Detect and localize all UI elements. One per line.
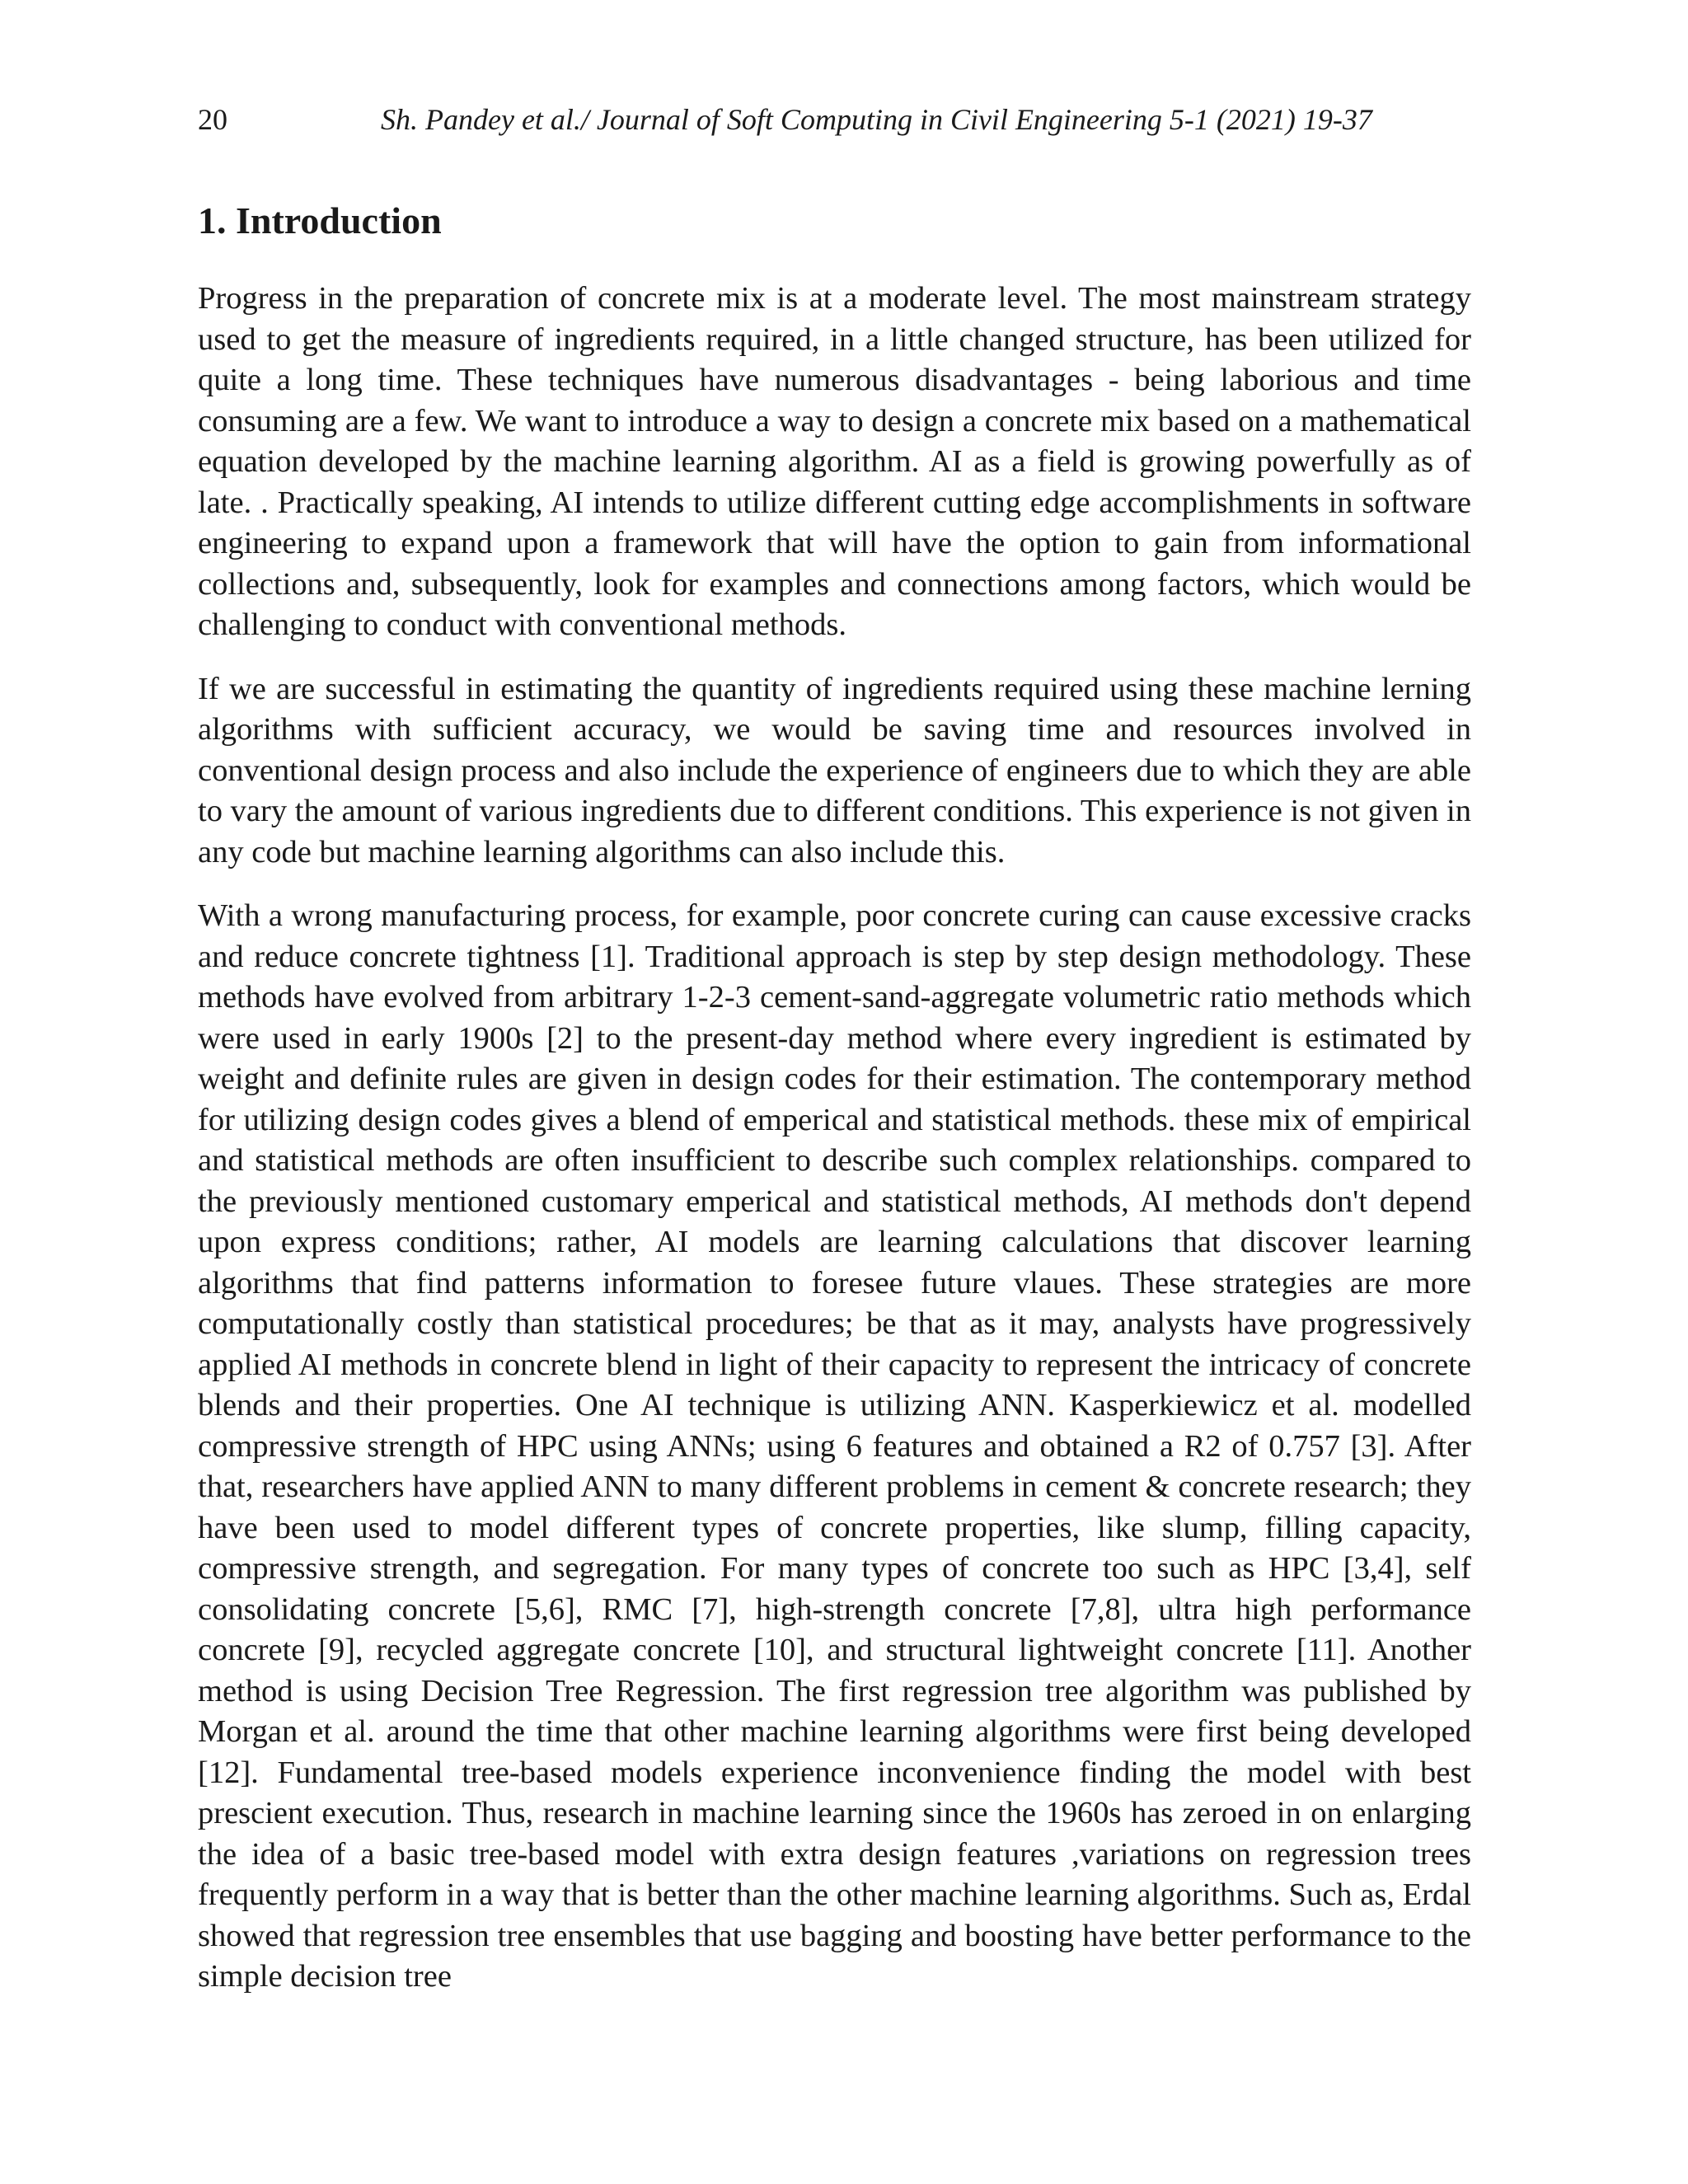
section-title: 1. Introduction: [198, 199, 442, 241]
paragraph-3: With a wrong manufacturing process, for example, poor concrete curing can cause excessive cracks and reduce concrete tightness [1]. Traditional approach is step by step design methodology. These methods have evolved from arbitrary 1-2-3 cement-sand-aggregate volumetric ratio methods which were used in early 1900s [2] to the present-day method where every ingredient is estimated by weight and definite rules are given in design codes for their estimation. The contemporary method for utilizing design codes gives a blend of emperical and statistical methods. these mix of empirical and statistical methods are often insufficient to describe such complex relationships. compared to the previously mentioned customary emperical and statistical methods, AI methods don't depend upon express conditions; rather, AI models are learning calculations that discover learning algorithms that find patterns information to foresee future vlaues. These strategies are more computationally costly than statistical procedures; be that as it may, analysts have progressively applied AI methods in concrete blend in light of their capacity to represent the intricacy of concrete blends and their properties. One AI technique is utilizing ANN. Kasperkiewicz et al. modelled compressive strength of HPC using ANNs; using 6 features and obtained a R2 of 0.757 [3]. After that, researchers have applied ANN to many different problems in cement & concrete research; they have been used to model different types of concrete properties, like slump, filling capacity, compressive strength, and segregation. For many types of concrete too such as HPC [3,4], self consolidating concrete [5,6], RMC [7], high-strength concrete [7,8], ultra high performance concrete [9], recycled aggregate concrete [10], and structural lightweight concrete [11]. Another method is using Decision Tree Regression. The first regression tree algorithm was published by Morgan et al. around the time that other machine learning algorithms were first being developed [12]. Fundamental tree-based models experience inconvenience finding the model with best prescient execution. Thus, research in machine learning since the 1960s has zeroed in on enlarging the idea of a basic tree-based model with extra design features ,variations on regression trees frequently perform in a way that is better than the other machine learning algorithms. Such as, Erdal showed that regression tree ensembles that use bagging and boosting have better performance to the simple decision tree: [198, 898, 1471, 1994]
body-text: [198, 279, 1471, 2021]
running-header: [198, 99, 1484, 140]
journal-reference: Sh. Pandey et al./ Journal of Soft Computing in Civil Engineering 5-1 (2021) 19-37: [381, 103, 1372, 136]
page-number: 20: [198, 103, 227, 136]
paragraph-2: If we are successful in estimating the quantity of ingredients required using these machine lerning algorithms with sufficient accuracy, we would be saving time and resources involved in conventional design process and also include the experience of engineers due to which they are able to vary the amount of various ingredients due to different conditions. This experience is not given in any code but machine learning algorithms can also include this.: [198, 671, 1471, 869]
paragraph-1: Progress in the preparation of concrete mix is at a moderate level. The most mainstream strategy used to get the measure of ingredients required, in a little changed structure, has been utilized for quite a long time. These techniques have numerous disadvantages - being laborious and time consuming are a few. We want to introduce a way to design a concrete mix based on a mathematical equation developed by the machine learning algorithm. AI as a field is growing powerfully as of late. . Practically speaking, AI intends to utilize different cutting edge accomplishments in software engineering to expand upon a framework that will have the option to gain from informational collections and, subsequently, look for examples and connections among factors, which would be challenging to conduct with conventional methods.: [198, 281, 1471, 642]
